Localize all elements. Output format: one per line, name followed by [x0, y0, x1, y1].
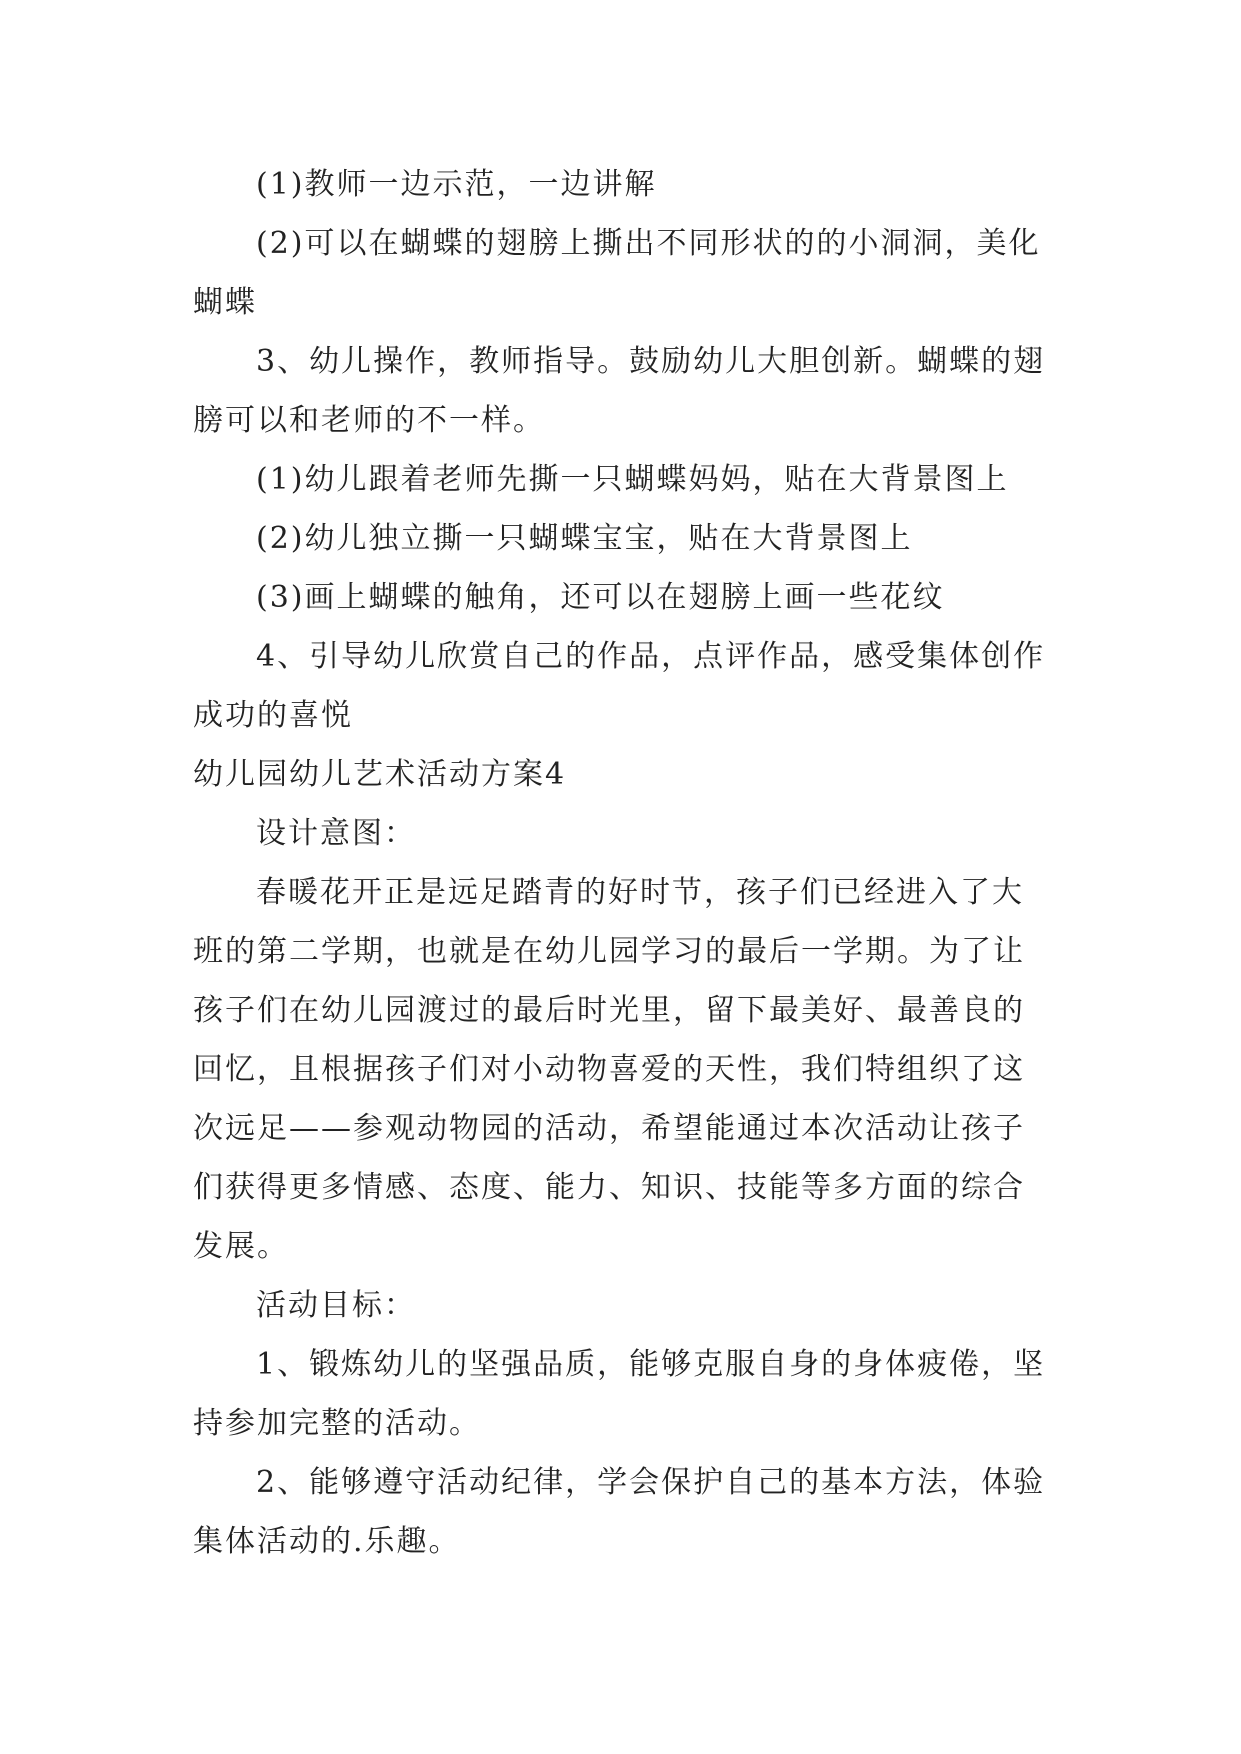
paragraph-step-3-3: (3)画上蝴蝶的触角，还可以在翅膀上画一些花纹 — [256, 580, 945, 615]
paragraph-step-4: 4、引导幼儿欣赏自己的作品，点评作品，感受集体创作成功的喜悦 — [193, 639, 1046, 733]
paragraph-step-3-1: (1)幼儿跟着老师先撕一只蝴蝶妈妈，贴在大背景图上 — [256, 462, 1009, 497]
paragraph-step-1-2: (2)可以在蝴蝶的翅膀上撕出不同形状的的小洞洞，美化蝴蝶 — [193, 226, 1041, 320]
paragraph-design-intent: 春暖花开正是远足踏青的好时节，孩子们已经进入了大班的第二学期，也就是在幼儿园学习的最后一学期。为了让孩子们在幼儿园渡过的最后时光里，留下最美好、最善良的回忆，且根据孩子们对小动物喜爱的天性，我们特组织了这次远足——参观动物园的活动，希望能通过本次活动让孩子们获得更多情感、态度、能力、知识、技能等多方面的综合发展。 — [193, 875, 1025, 1264]
paragraph-step-3-2: (2)幼儿独立撕一只蝴蝶宝宝，贴在大背景图上 — [256, 521, 913, 556]
paragraph-goal-2: 2、能够遵守活动纪律，学会保护自己的基本方法，体验集体活动的.乐趣。 — [193, 1465, 1046, 1559]
paragraph-step-3: 3、幼儿操作，教师指导。鼓励幼儿大胆创新。蝴蝶的翅膀可以和老师的不一样。 — [193, 344, 1046, 438]
subheading-activity-goals: 活动目标： — [256, 1288, 416, 1323]
paragraph-goal-1: 1、锻炼幼儿的坚强品质，能够克服自身的身体疲倦，坚持参加完整的活动。 — [193, 1347, 1046, 1441]
section-heading: 幼儿园幼儿艺术活动方案4 — [193, 757, 567, 792]
paragraph-step-1-1: (1)教师一边示范，一边讲解 — [256, 167, 657, 202]
subheading-design-intent: 设计意图： — [256, 816, 416, 851]
document-body — [193, 155, 1051, 1571]
